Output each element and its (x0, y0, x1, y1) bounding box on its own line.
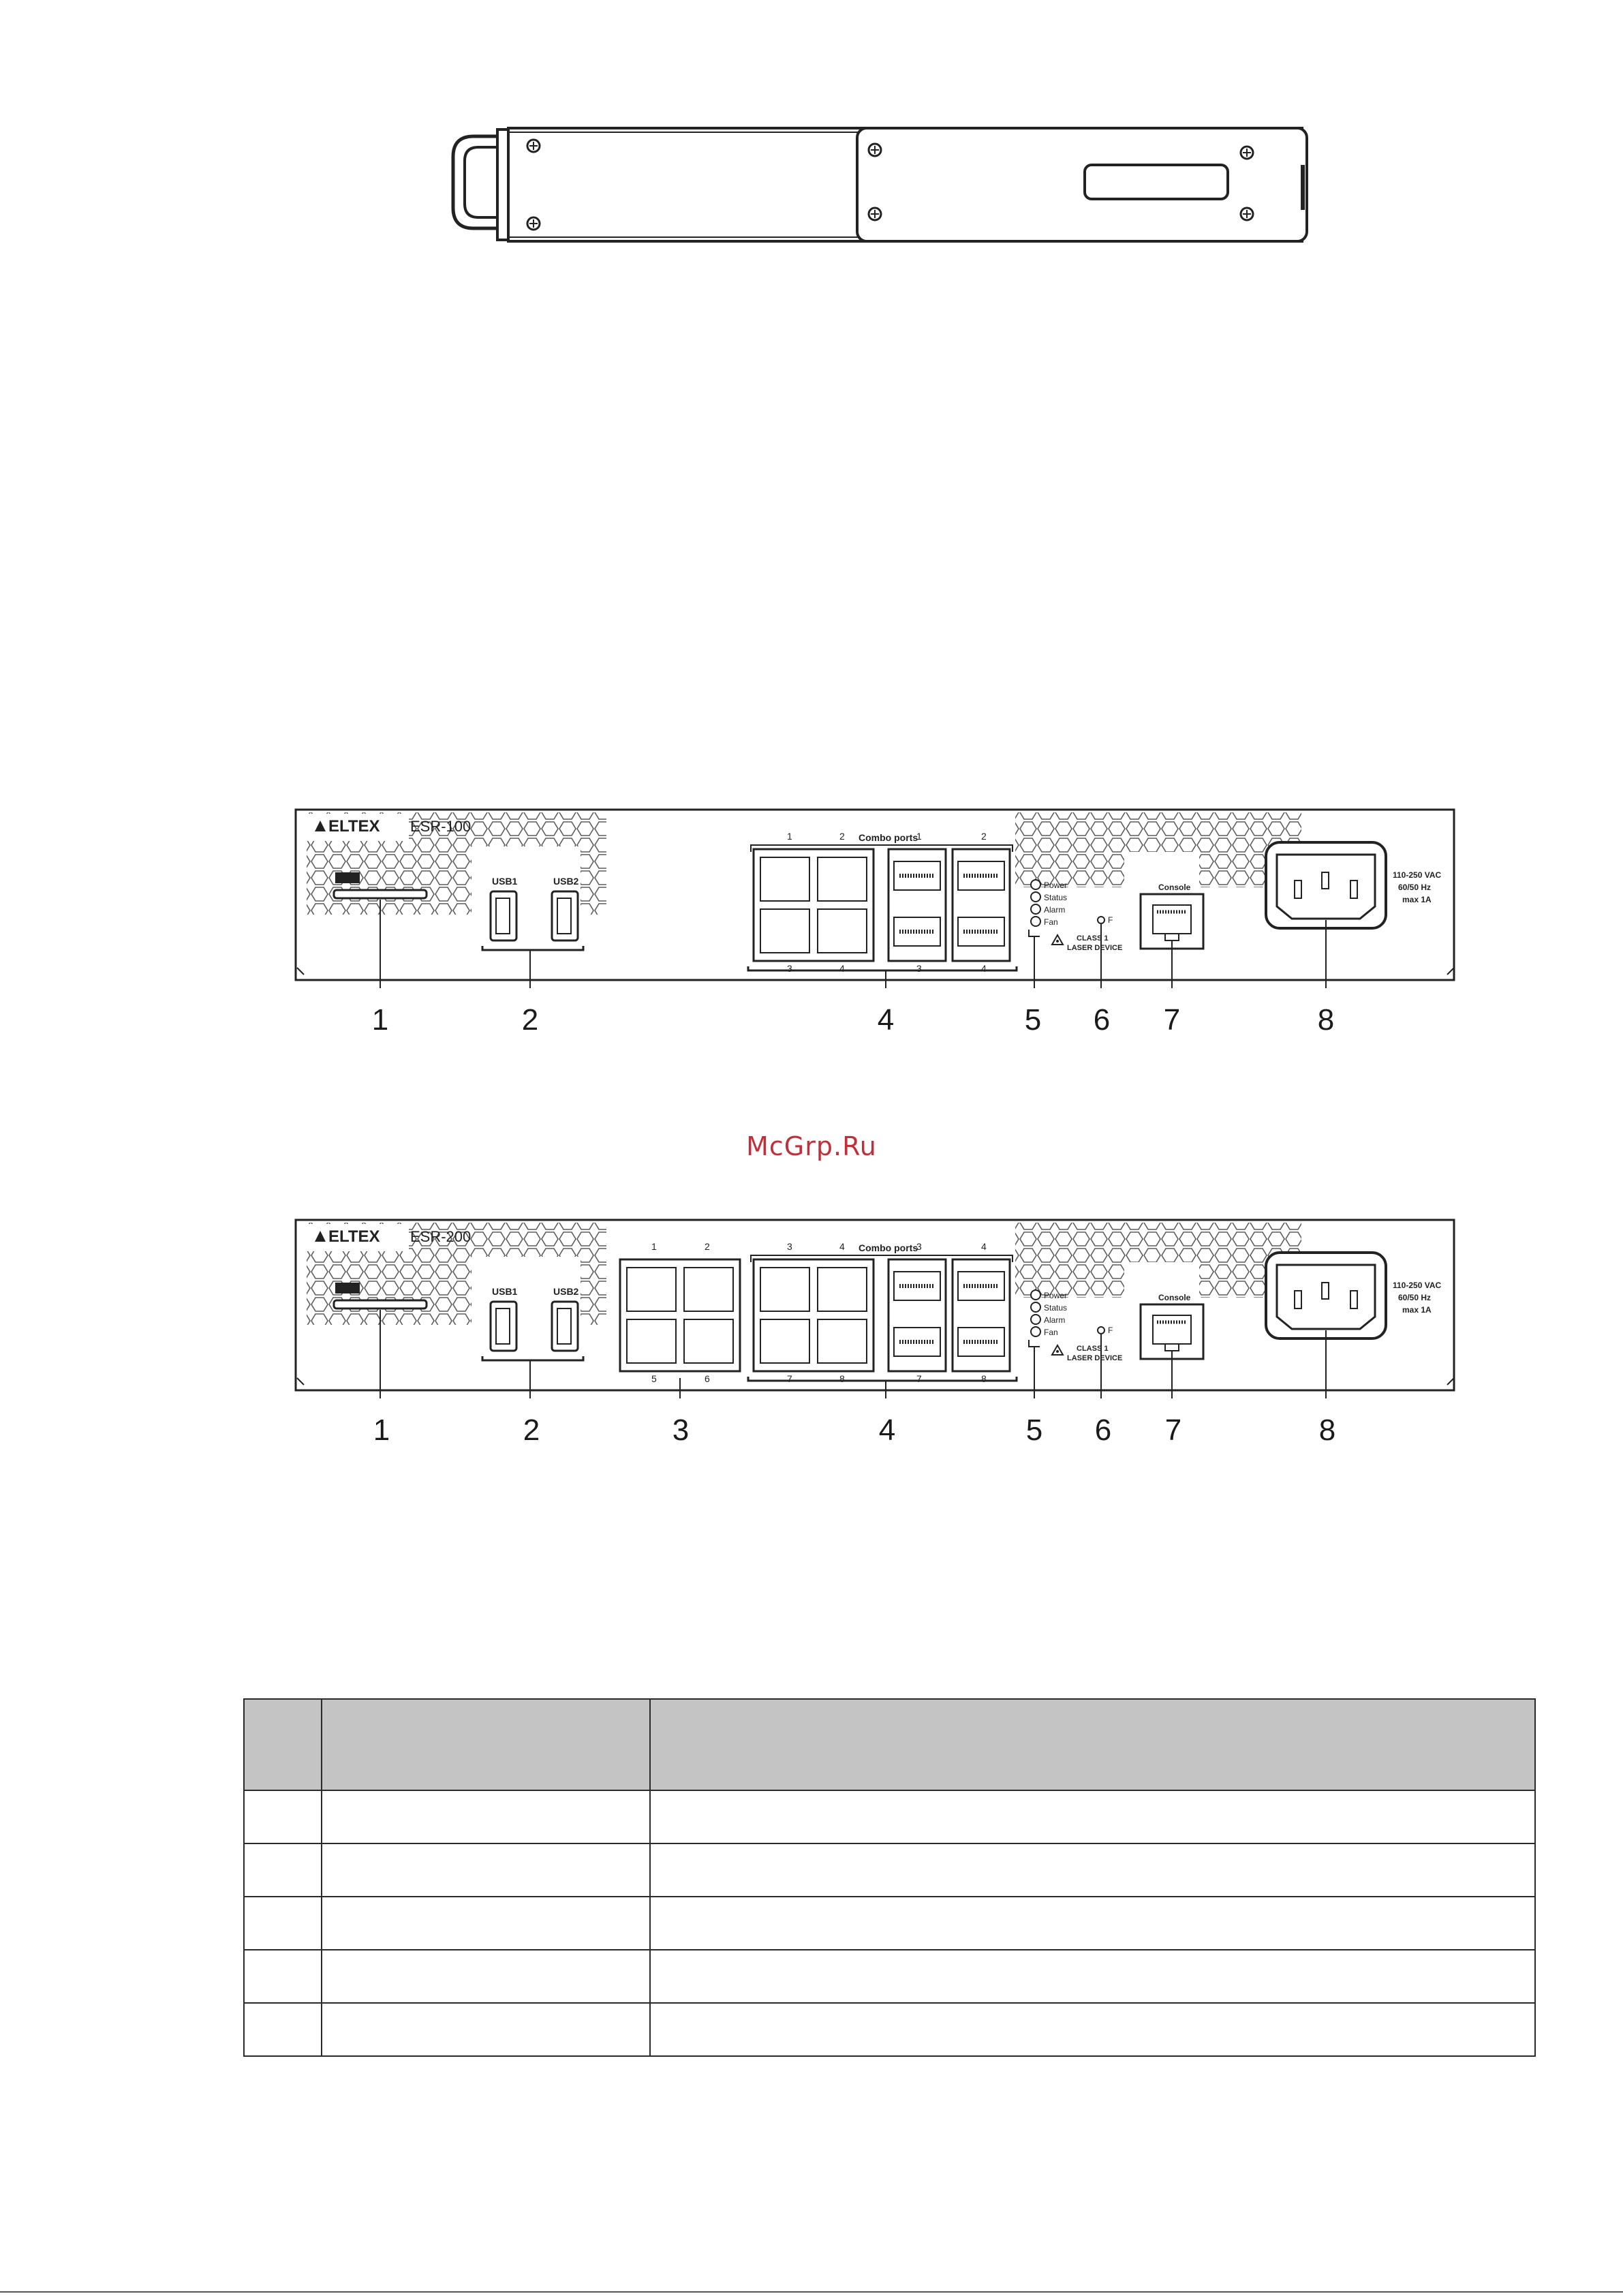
callout-number: 3 (672, 1413, 690, 1447)
model-label: ESR-100 (410, 818, 472, 835)
power-rating: 110-250 VAC (1393, 870, 1442, 880)
footer-rule (0, 2291, 1623, 2293)
reset-label: F (1108, 1326, 1113, 1335)
power-rating: max 1A (1402, 895, 1432, 904)
led-label: Fan (1044, 917, 1058, 927)
callout-number: 8 (1317, 1003, 1335, 1037)
port-number: 3 (787, 963, 792, 974)
led-label: Fan (1044, 1328, 1058, 1337)
laser-label: CLASS 1 (1077, 934, 1109, 943)
power-inlet (1266, 842, 1386, 928)
port-number: 7 (916, 1373, 922, 1384)
callout-number: 7 (1164, 1413, 1182, 1447)
led-label: Alarm (1044, 1315, 1066, 1325)
callout-number: 5 (1025, 1413, 1043, 1447)
led-label: Status (1044, 1303, 1068, 1313)
callout-number: 6 (1094, 1413, 1112, 1447)
callout-number: 5 (1024, 1003, 1042, 1037)
device-side-view (443, 123, 1308, 245)
esr100-front-panel (293, 804, 1458, 995)
esr200-front-panel (293, 1214, 1458, 1405)
port-number: 4 (839, 1241, 845, 1252)
console-label: Console (1158, 883, 1191, 892)
laser-label: CLASS 1 (1077, 1345, 1109, 1353)
led-label: Power (1044, 1291, 1068, 1300)
console-label: Console (1158, 1293, 1191, 1302)
rj45-ge-ports (620, 1259, 740, 1371)
port-number: 4 (839, 963, 845, 974)
brand-label: ELTEX (328, 1227, 380, 1246)
table-row (244, 1950, 1535, 2003)
led-label: Alarm (1044, 905, 1066, 915)
callout-number: 1 (371, 1003, 389, 1037)
rj45-combo-ports (754, 1259, 874, 1371)
callout-number: 1 (373, 1413, 390, 1447)
usb2-label: USB2 (553, 876, 579, 887)
port-number: 2 (839, 831, 845, 842)
port-number: 3 (916, 1241, 922, 1252)
reset-label: F (1108, 915, 1113, 925)
power-inlet (1266, 1253, 1386, 1338)
port-number: 7 (787, 1373, 792, 1384)
usb1-label: USB1 (492, 1286, 518, 1297)
led-label: Power (1044, 881, 1068, 890)
table-row (244, 1897, 1535, 1950)
port-number: 4 (981, 963, 987, 974)
callout-number: 2 (521, 1003, 539, 1037)
reset-button (1098, 917, 1104, 923)
port-number: 3 (916, 963, 922, 974)
watermark: McGrp.Ru (746, 1131, 877, 1161)
table-row (244, 1790, 1535, 1843)
port-number: 2 (981, 831, 987, 842)
callout-number: 4 (877, 1003, 895, 1037)
port-number: 3 (787, 1241, 792, 1252)
table-row (244, 1843, 1535, 1897)
laser-label: LASER DEVICE (1067, 1354, 1123, 1362)
description-table (243, 1698, 1536, 2057)
combo-title: Combo ports (859, 832, 918, 843)
brand-label: ELTEX (328, 817, 380, 836)
port-number: 8 (839, 1373, 845, 1384)
combo-title: Combo ports (859, 1242, 918, 1253)
port-number: 5 (651, 1373, 657, 1384)
power-rating: 110-250 VAC (1393, 1281, 1442, 1290)
callout-number: 6 (1093, 1003, 1111, 1037)
table-row (244, 2003, 1535, 2056)
port-number: 6 (705, 1373, 710, 1384)
led-label: Status (1044, 893, 1068, 902)
usb1-label: USB1 (492, 876, 518, 887)
port-number: 2 (705, 1241, 710, 1252)
port-number: 4 (981, 1241, 987, 1252)
callout-number: 7 (1163, 1003, 1181, 1037)
power-rating: max 1A (1402, 1305, 1432, 1315)
model-label: ESR-200 (410, 1228, 472, 1245)
reset-button (1098, 1327, 1104, 1334)
callout-number: 2 (523, 1413, 540, 1447)
port-number: 1 (787, 831, 792, 842)
port-number: 1 (651, 1241, 657, 1252)
table-header (244, 1699, 1535, 1790)
usb2-label: USB2 (553, 1286, 579, 1297)
port-number: 1 (916, 831, 922, 842)
callout-number: 8 (1318, 1413, 1336, 1447)
laser-label: LASER DEVICE (1067, 944, 1123, 952)
power-rating: 60/50 Hz (1398, 883, 1432, 892)
rj45-combo-ports (754, 849, 874, 961)
port-number: 8 (981, 1373, 987, 1384)
power-rating: 60/50 Hz (1398, 1293, 1432, 1302)
callout-number: 4 (878, 1413, 896, 1447)
